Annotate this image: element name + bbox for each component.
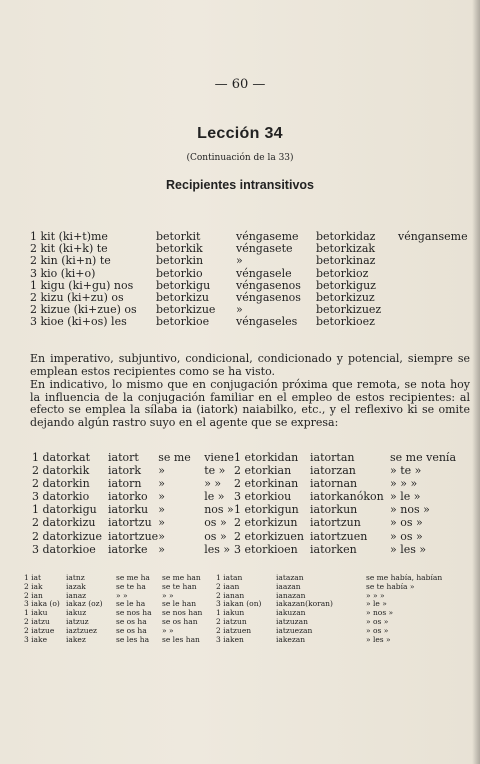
table-cell: 3 kio (ki+o) (30, 266, 96, 280)
table-cell: 2 datorkik (32, 464, 90, 478)
table-row (32, 516, 456, 529)
perfect-table (24, 574, 442, 644)
table-cell: véngasele (236, 266, 292, 280)
table-cell: » os » (390, 529, 423, 543)
table-cell: iatzuzan (276, 616, 308, 626)
table-cell: 2 iatzue (24, 625, 55, 635)
section-heading: Recipientes intransitivos (166, 178, 314, 192)
table-cell: iatort (108, 451, 139, 464)
table-cell: 1 etorkidan (234, 451, 299, 464)
table-row (32, 464, 456, 477)
table-cell: » » (116, 590, 128, 600)
table-cell: 2 iatzuen (216, 625, 252, 635)
table-cell: 2 etorkizuen (234, 529, 304, 543)
lesson-title: Lección 34 (197, 125, 283, 142)
table-row (32, 477, 456, 490)
table-cell: 1 kit (ki+t)me (30, 230, 108, 243)
table-cell: iakuz (66, 608, 87, 618)
table-cell: vénganseme (398, 230, 468, 243)
table-cell: » (236, 303, 243, 317)
table-cell: betorkizue (156, 303, 216, 317)
table-cell: betorkioz (316, 266, 369, 280)
table-cell: » os » (366, 625, 389, 635)
table-cell: 2 datorkizue (32, 529, 102, 543)
table-cell: » » (162, 590, 174, 600)
table-cell: betorkio (156, 266, 203, 280)
table-cell: os » (204, 516, 227, 530)
table-cell: 2 ian (24, 590, 43, 600)
table-cell: » nos » (390, 503, 430, 517)
table-cell: se me han (162, 573, 201, 582)
table-cell: os » (204, 529, 227, 543)
table-cell: 3 datorkioe (32, 542, 96, 556)
table-cell: iatzuz (66, 616, 89, 626)
table-cell: 3 iaken (216, 634, 244, 644)
table-cell: ianazan (276, 590, 306, 600)
table-cell: betorkizuez (316, 303, 382, 317)
table-cell: véngasete (236, 242, 293, 256)
table-cell: 2 kizu (ki+zu) os (30, 291, 124, 305)
table-row (32, 530, 456, 543)
table-cell: véngaseles (236, 315, 298, 329)
table-cell: iatorku (108, 503, 149, 517)
table-cell: » (158, 529, 165, 543)
table-cell: iatzuezan (276, 625, 313, 635)
table-cell: 1 datorkigu (32, 503, 97, 517)
table-cell: iakez (66, 634, 86, 644)
table-cell: » os » (390, 516, 423, 530)
table-cell (398, 304, 468, 316)
table-cell: 2 iatzu (24, 616, 50, 626)
table-row (30, 316, 468, 328)
table-cell: se te ha (116, 581, 146, 591)
table-row (32, 451, 456, 464)
table-cell: iaztzuez (66, 625, 98, 635)
table-cell: 3 iaka (o) (24, 599, 60, 609)
table-cell: betorkizak (316, 242, 376, 256)
table-cell: iatazan (276, 573, 304, 582)
table-cell: » les » (390, 542, 427, 556)
table-cell: te » (204, 464, 226, 478)
table-cell: véngasenos (236, 291, 301, 305)
table-cell: iatortzuen (310, 529, 368, 543)
table-cell: betorkidaz (316, 230, 376, 243)
table-cell: betorkizu (156, 291, 209, 305)
table-cell: iatorkanókon (310, 490, 384, 504)
table-cell: se me venía (390, 451, 457, 464)
table-cell: iaazan (276, 581, 301, 591)
table-cell: iatornan (310, 477, 358, 491)
table-cell: » os » (366, 616, 389, 626)
table-cell: iatortan (310, 451, 355, 464)
table-cell: » (158, 477, 165, 491)
table-cell: » te » (390, 464, 422, 478)
table-cell: » » (204, 477, 222, 491)
table-cell: » (236, 254, 243, 268)
table-cell: se les han (162, 634, 200, 644)
table-cell: 1 iaku (24, 608, 48, 618)
table-cell: betorkioe (156, 315, 210, 329)
table-cell: 2 iatzun (216, 616, 247, 626)
table-cell: 1 iat (24, 573, 42, 582)
paragraph-imperative: En imperativo, subjuntivo, condicional, condicionado y potencial, siempre se emplean estos recipientes como se ha visto. (30, 352, 470, 378)
table-cell: iatorke (108, 542, 148, 556)
table-cell: » le » (366, 599, 387, 609)
paragraph-indicative: En indicativo, lo mismo que en conjugación próxima que remota, se nota hoy la influencia de la conjugación familiar en el empleo de estos recipientes: al efecto se emplea la sílaba ia (iatork) naiabilko, etc., y el reflexivo ki se omite dejando algún rastro suyo en el agente que se expresa: (30, 378, 470, 429)
table-cell: betorkizuz (316, 291, 375, 305)
table-row (32, 490, 456, 503)
table-cell: iazak (66, 581, 86, 591)
page-number: — 60 — (214, 77, 266, 92)
table-cell: 2 etorkinan (234, 477, 299, 491)
table-cell: iakezan (276, 634, 306, 644)
table-cell: se le ha (116, 599, 146, 609)
table-cell: 2 kin (ki+n) te (30, 254, 111, 268)
table-cell: viene (204, 451, 235, 464)
table-cell: 1 datorkat (32, 451, 91, 464)
table-cell: » nos » (366, 608, 394, 618)
table-cell: betorkiguz (316, 278, 376, 292)
table-cell: iatnz (66, 573, 85, 582)
table-cell: se le han (162, 599, 197, 609)
table-row (24, 636, 442, 645)
table-cell: nos » (204, 503, 234, 517)
table-cell: iatorkun (310, 503, 358, 517)
table-cell: 2 datorkizu (32, 516, 96, 530)
table-cell: » (158, 516, 165, 530)
table-cell (398, 292, 468, 304)
table-row (32, 543, 456, 556)
table-cell: 3 etorkioen (234, 542, 298, 556)
table-cell: 3 iakan (on) (216, 599, 262, 609)
table-cell: 2 kit (ki+k) te (30, 242, 108, 256)
table-cell: betorkigu (156, 278, 211, 292)
table-cell: 1 iatan (216, 573, 243, 582)
table-cell: betorkit (156, 230, 201, 243)
table-cell: les » (204, 542, 231, 556)
table-cell: 2 iaan (216, 581, 240, 591)
table-cell: betorkik (156, 242, 203, 256)
table-cell: 3 etorkiou (234, 490, 292, 504)
table-cell (398, 243, 468, 255)
table-cell (398, 268, 468, 280)
table-cell: » les » (366, 634, 391, 644)
table-cell: » (158, 490, 165, 504)
table-cell: 2 etorkizun (234, 516, 298, 530)
table-cell: se me (158, 451, 191, 464)
table-cell: 1 etorkigun (234, 503, 299, 517)
table-cell: iatorn (108, 477, 142, 491)
table-cell: » (158, 464, 165, 478)
table-cell: 2 etorkian (234, 464, 292, 478)
table-cell: se les ha (116, 634, 150, 644)
table-cell: betorkin (156, 254, 204, 268)
table-cell: se os ha (116, 625, 147, 635)
table-cell: 2 ianan (216, 590, 245, 600)
table-cell: iatortzu (108, 516, 152, 530)
table-cell: » le » (390, 490, 421, 504)
table-cell: iakaz (oz) (66, 599, 103, 609)
table-cell: iatorko (108, 490, 148, 504)
table-cell: 3 datorkio (32, 490, 90, 504)
table-cell: se nos han (162, 608, 203, 618)
table-cell: iakuzan (276, 608, 306, 618)
table-cell: ianaz (66, 590, 87, 600)
table-cell: véngasenos (236, 278, 301, 292)
table-cell: iakazan(koran) (276, 599, 333, 609)
table-row (32, 503, 456, 516)
table-cell: 2 kizue (ki+zue) os (30, 303, 137, 317)
indicative-table (32, 451, 456, 556)
table-cell: betorkioez (316, 315, 375, 329)
table-cell: 1 iakun (216, 608, 245, 618)
table-cell: 1 kigu (ki+gu) nos (30, 278, 134, 292)
lesson-subtitle: (Continuación de la 33) (186, 153, 294, 163)
table-row (30, 268, 468, 280)
table-cell: iatorken (310, 542, 357, 556)
table-cell: betorkinaz (316, 254, 376, 268)
table-cell: se te han (162, 581, 197, 591)
table-cell: iatortzun (310, 516, 361, 530)
table-cell: se os han (162, 616, 198, 626)
table-cell: 3 iake (24, 634, 48, 644)
table-cell: » » » (366, 590, 385, 600)
table-cell: 2 datorkin (32, 477, 90, 491)
table-cell: » (158, 503, 165, 517)
table-cell: se me había, habían (366, 573, 443, 582)
table-cell (398, 316, 468, 328)
table-cell: » (158, 542, 165, 556)
table-cell: 3 kioe (ki+os) les (30, 315, 127, 329)
table-cell: iatorzan (310, 464, 356, 478)
table-row (30, 255, 468, 267)
table-cell: » » (162, 625, 174, 635)
table-cell: iatork (108, 464, 142, 478)
table-cell: se me ha (116, 573, 150, 582)
table-cell: le » (204, 490, 225, 504)
recipients-table (30, 231, 468, 329)
table-cell (398, 280, 468, 292)
table-cell (398, 255, 468, 267)
table-cell: se nos ha (116, 608, 152, 618)
table-cell: véngaseme (236, 230, 299, 243)
table-cell: 2 iak (24, 581, 43, 591)
page-edge-shadow (472, 0, 480, 764)
table-cell: se te había » (366, 581, 415, 591)
table-cell: » » » (390, 477, 418, 491)
table-cell: iatortzue (108, 529, 159, 543)
table-cell: se os ha (116, 616, 147, 626)
